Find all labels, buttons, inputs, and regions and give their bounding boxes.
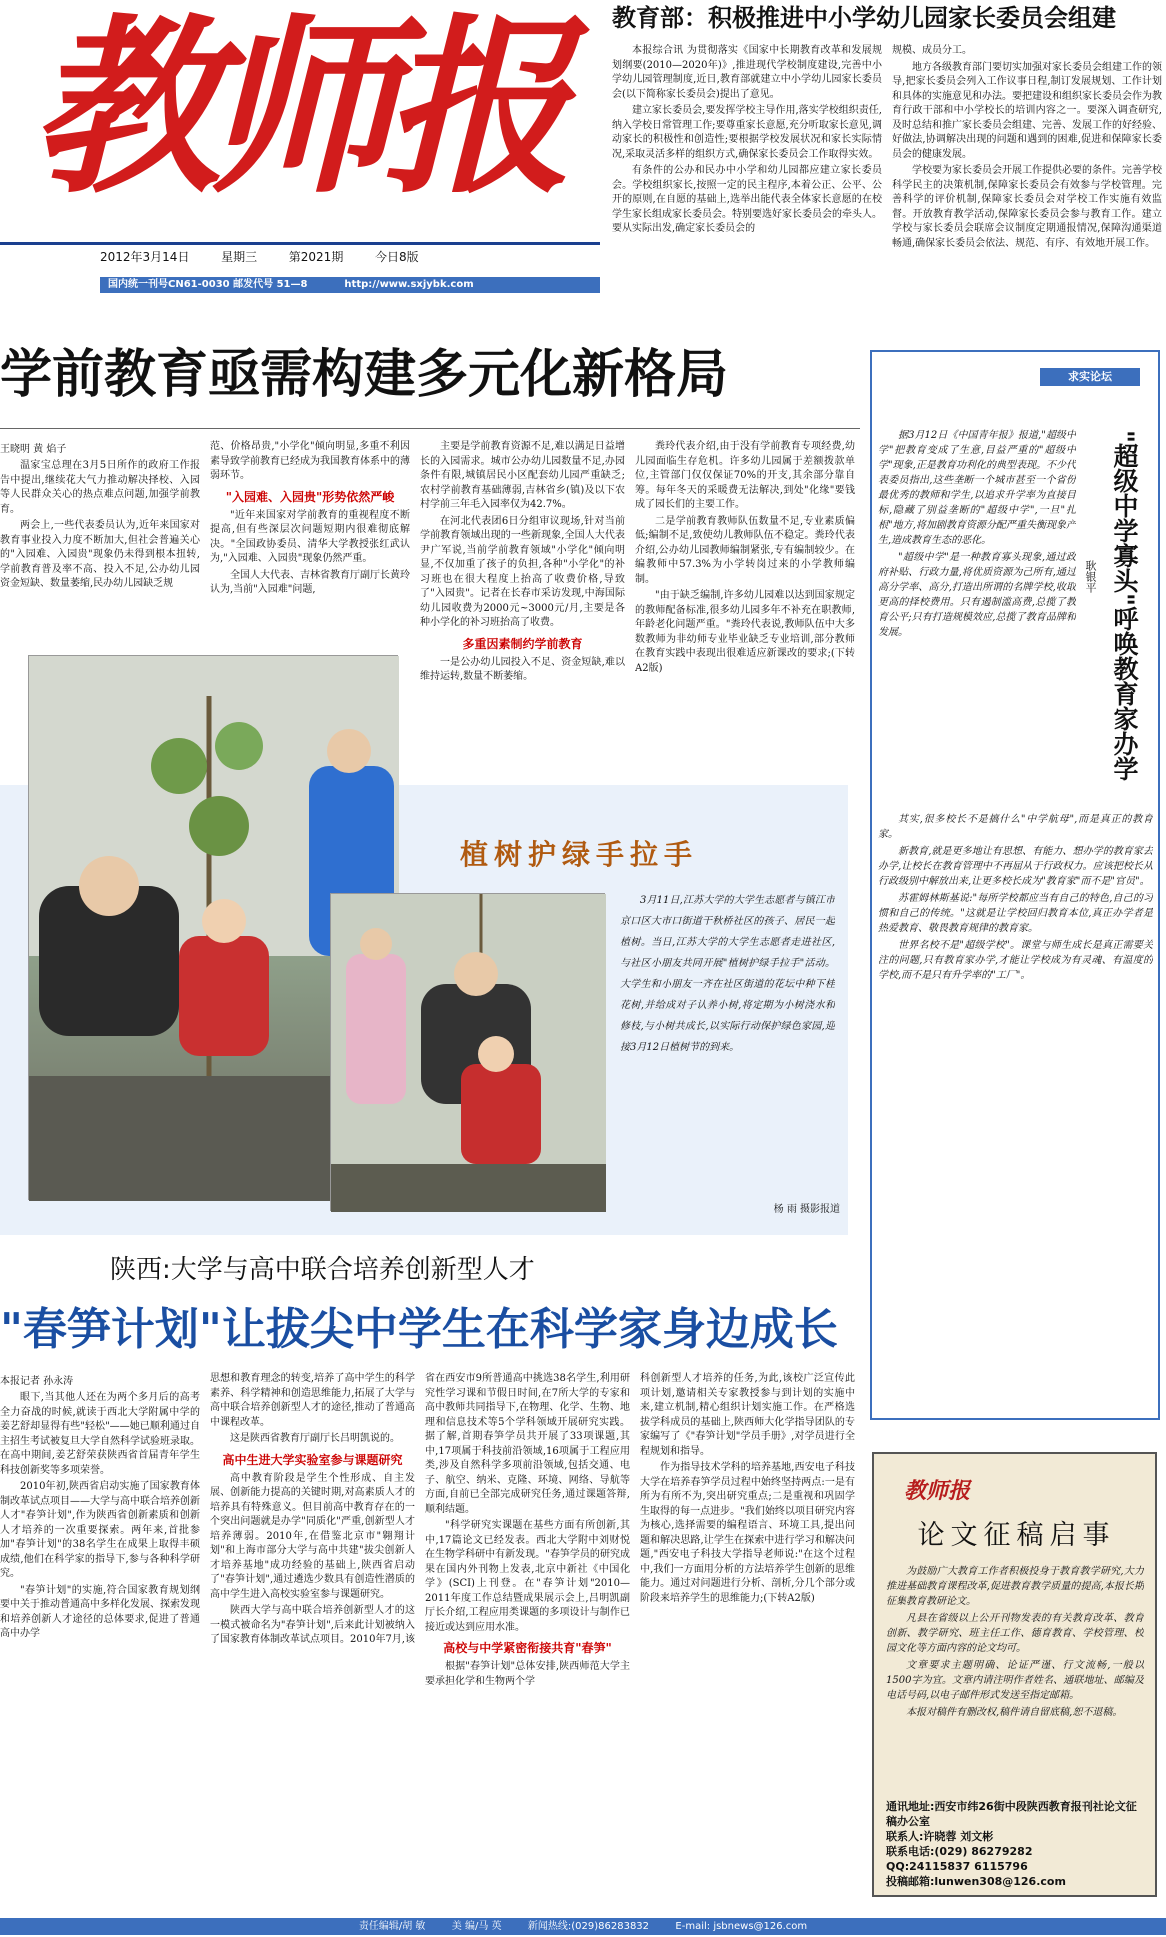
- ad-logo: 教师报: [904, 1478, 971, 1504]
- paragraph: 为鼓励广大教育工作者积极投身于教育教学研究,大力推进基础教育课程改革,促进教育教学质量的提高,本报长期征集教育教研论文。: [886, 1566, 1144, 1607]
- footer-editor: 责任编辑/胡 敏: [358, 1921, 426, 1932]
- paragraph: 眼下,当其他人还在为两个多月后的高考全力奋战的时候,就读于西北大学附属中学的姜艺舒却显得有些"轻松"——她已顺利通过自主招生考试被复旦大学自然科学试验班录取。在高中期间,姜艺舒荣获陕西省首届青年学生科技创新奖等多项荣誉。: [0, 1392, 200, 1476]
- commentary-section-label: 求实论坛: [1040, 368, 1140, 386]
- paragraph: 本报对稿件有删改权,稿件请自留底稿,恕不退稿。: [906, 1707, 1123, 1718]
- paragraph: 凡县在省级以上公开刊物发表的有关教育改革、教育创新、教学研究、班主任工作、德育教育、学校管理、校园文化等方面内容的论文均可。: [886, 1613, 1144, 1654]
- ad-phone: 联系电话:(029) 86279282: [886, 1845, 1033, 1858]
- paper-call-ad: [872, 1452, 1157, 1897]
- top-story-headline: 教育部：积极推进中小学幼儿园家长委员会组建: [612, 4, 1116, 32]
- preschool-col4: [635, 440, 855, 750]
- paragraph: "由于缺乏编制,许多幼儿园难以达到国家规定的教师配备标准,很多幼儿园多年不补充在职教师,年龄老化问题严重。"粪玲代表说,教师队伍中大多数教师为非幼师专业毕业缺乏专业培训,部分教师在教育实践中表现出很难适应新课改的要求;(下转A2版): [635, 590, 855, 674]
- byline: 王晓明 黄 焰子: [0, 444, 67, 455]
- masthead-bar: [100, 277, 600, 293]
- paragraph: 陕西大学与高中联合培养创新型人才的这一模式被命名为"春笋计划",后来此计划被纳入了国家教育体制改革试点项目。2010年7月,该: [210, 1605, 415, 1645]
- byline: 本报记者 孙永涛: [0, 1376, 74, 1387]
- masthead-logo: 教师报: [30, 0, 559, 219]
- subheading: 高中生进大学实验室参与课题研究: [222, 1452, 403, 1467]
- spring-bamboo-headline: "春笋计划"让拔尖中学生在科学家身边成长: [0, 1304, 838, 1355]
- spring-col3: [425, 1372, 630, 1917]
- paragraph: "近年来国家对学前教育的重视程度不断提高,但有些深层次问题短期内很难彻底解决。"全国政协委员、清华大学教授张红武认为,"入园难、入园贵"现象仍然严重。: [210, 509, 410, 564]
- paragraph: 根据"春笋计划"总体安排,陕西师范大学主要承担化学和生物两个学: [425, 1661, 630, 1687]
- ad-address: 通讯地址:西安市纬26街中段陕西教育报刊社论文征稿办公室: [886, 1800, 1137, 1828]
- paragraph: "超级中学"是一种教育寡头现象,通过政府补贴、行政力量,将优质资源为己所有,通过高分学率、高分,打造出所谓的名牌学校,收取更高的择校费用。只有遏制滥高费,总揽了教育公平;只有打造规模效应,总揽了教育品牌和发展。: [878, 552, 1076, 638]
- commentary-col-top: [878, 428, 1076, 808]
- paragraph: 省在西安市9所普通高中挑选38名学生,利用研究性学习课和节假日时间,在7所大学的专家和高中教师共同指导下,在物理、化学、生物、地理和信息技术等5个学科领域开展研究实践。据了解,首期春笋学员共开展了33项课题,其中,17项属于科技前沿领域,16项属于工程应用类,涉及自然科学多项前沿领域,包括交通、电子、航空、纳米、克隆、环境、网络、导航等方面,自前已全部完成研究任务,通过课题答辩,顺利结题。: [425, 1373, 630, 1515]
- ad-email[interactable]: 投稿邮箱:lunwen308@126.com: [886, 1875, 1066, 1888]
- paragraph: 2010年初,陕西省启动实施了国家教育体制改革试点项目——大学与高中联合培养创新人才"春笋计划",作为陕西省创新素质和创新人才培养的一次重要探索。两年来,首批参加"春笋计划"的38名学生在成果上取得丰硕成绩,他们在科学家的指导下,参与各种科学研究。: [0, 1481, 200, 1579]
- paragraph: 温家宝总理在3月5日所作的政府工作报告中提出,继续花大气力推动解决择校、入园等人民群众关心的热点难点问题,加强学前教育。: [0, 460, 200, 515]
- paragraph: 新教育,就是更多地让有思想、有能力、想办学的教育家去办学,让校长在教育管理中不再屈从于行政权力。应该把校长从行政级别中解放出来,让更多校长成为"教育家"而不是"官员"。: [878, 846, 1153, 887]
- paragraph: "科学研究实课题在基些方面有所创新,其中,17篇论文已经发表。西北大学附中刘财悦在生物学科研中有新发现。"春笋学员的研究成果在国内外刊物上发表,北京中新社《中国化学》(SCI)上刊登。在"春笋计划"2010—2011年度工作总结暨成果展示会上,吕明凯副厅长介绍,工程应用类课题的多项设计与制作已接近或达到应用水准。: [425, 1520, 630, 1633]
- top-story-col2: [892, 44, 1162, 298]
- paragraph: 苏霍姆林斯基说:"每所学校都应当有自己的特色,自己的习惯和自己的传统。"这就是让学校回归教育本位,真正办学者是热爱教育、敬畏教育规律的教育家。: [878, 893, 1153, 934]
- preschool-rule: [0, 428, 860, 429]
- preschool-headline: 学前教育亟需构建多元化新格局: [0, 345, 729, 405]
- website-url[interactable]: http://www.sxjybk.com: [344, 279, 474, 290]
- spring-col2: [210, 1372, 415, 1917]
- commentary-author: 耿银平: [1084, 560, 1097, 593]
- caption-text: 3月11日,江苏大学的大学生志愿者与镇江市京口区大市口街道干秋桥社区的孩子、居民一起植树。当日,江苏大学的大学生志愿者走进社区,与社区小朋友共同开展"植树护绿手拉手"活动。大学生和小朋友一齐在社区街道的花坛中种下桂花树,并给成对子认养小树,将定期为小树浇水和修枝,与小树共成长,以实际行动保护绿色家园,迎接3月12日植树节的到来。: [620, 895, 835, 1053]
- issue-weekday: 星期三: [221, 250, 258, 264]
- paragraph: 科创新型人才培养的任务,为此,该校广泛宣传此项计划,邀请相关专家教授参与到计划的实施中来,建立机制,精心组织计划实施工作。在严格选拔学科成员的基础上,陕西师大化学指导团队的专家编写了《"春笋计划"学员手册》,对学员进行全程规划和指导。: [640, 1373, 855, 1457]
- commentary-headline: "超级中学寡头"呼唤教育家办学: [1110, 430, 1139, 782]
- paragraph: "春笋计划"的实施,符合国家教育规划纲要中关于推动普通高中多样化发展、探索发现和培养创新人才途径的总体要求,促进了普通高中办学: [0, 1584, 200, 1639]
- paragraph: 高中教育阶段是学生个性形成、自主发展、创新能力提高的关键时期,对高素质人才的培养具有特殊意义。但目前高中教育存在的一个突出问题就是办学"同质化"严重,创新型人才培养薄弱。2010年,在借鉴北京市"翱翔计划"和上海市部分大学与高中共建"拔尖创新人才培养基地"成功经验的基础上,陕西省启动了"春笋计划",通过遴选少数具有创造性潜质的高中学生进入高校实验室参与课题研究。: [210, 1472, 415, 1600]
- footer-email[interactable]: E-mail: jsbnews@126.com: [675, 1921, 808, 1932]
- spring-col4: [640, 1372, 855, 1917]
- preschool-col1: [0, 440, 200, 640]
- paragraph: 有条件的公办和民办中小学和幼儿园都应建立家长委员会。学校组织家长,按照一定的民主程序,本着公正、公平、公开的原则,在自愿的基础上,选举出能代表全体家长意愿的在校学生家长组成家长委员会。特别要选好家长委员会的牵头人。要从实际出发,确定家长委员会的: [612, 165, 882, 234]
- paragraph: 地方各级教育部门要切实加强对家长委员会组建工作的领导,把家长委员会列入工作议事日程,制订发展规划、工作计划和具体的实施意见和办法。要把建设和组织家长委员会作为教育行政干部和中小学校长的培训内容之一。要深入调查研究,及时总结和推广家长委员会组建、完善、发展工作的好经验、好做法,协调解决出现的问题和遇到的困难,促进和保障家长委员会的健康发展。: [892, 61, 1162, 160]
- paragraph: 建立家长委员会,要发挥学校主导作用,落实学校组织责任,纳入学校日常管理工作;要尊重家长意愿,充分听取家长意见,调动家长的积极性和创造性;要根据学校发展状况和家长实际情况,采取灵活多样的组织方式,确保家长委员会工作取得实效。: [612, 105, 882, 160]
- preschool-col2: [210, 440, 410, 640]
- photo-credit: 杨 雨 摄影报道: [773, 1204, 840, 1215]
- footer-design: 美 编/马 英: [451, 1921, 502, 1932]
- paragraph: 全国人大代表、吉林省教育厅副厅长黄玲认为,当前"入园难"问题,: [210, 569, 410, 595]
- photo-story-caption: [620, 890, 835, 1190]
- photo-illustration: [331, 894, 606, 1212]
- paragraph: 作为指导技术学科的培养基地,西安电子科技大学在培养春笋学员过程中始终坚持两点:一是有所为有所不为,突出研究重点;二是重视和巩固学生取得的每一点进步。"我们始终以项目研究内容为核心,选择需要的编程语言、环境工具,提出问题和解决思路,让学生在探索中进行学习和解决问题,"西安电子科技大学指导老师说:"在这个过程中,我们一方面用分析的方法培养学生创新的思维能力。通过对问题进行分析、剖析,分几个部分或阶段来培养学生的思维能力;(下转A2版): [640, 1462, 855, 1604]
- paragraph: 本报综合讯 为贯彻落实《国家中长期教育改革和发展规划纲要(2010—2020年)》,推进现代学校制度建设,完善中小学幼儿园管理制度,近日,教育部就建立中小学幼儿园家长委员会(以下简称家长委员会)提出了意见。: [612, 45, 882, 100]
- paragraph: 在河北代表团6日分组审议现场,针对当前学前教育领域出现的一些新现象,全国人大代表尹广军说,当前学前教育领域"小学化"倾向明显,不仅加重了孩子的负担,各种"小学化"的补习班也在很大程度上抬高了收费价格,导致了"入园贵"。记者在长春市采访发现,中海国际幼儿园收费为2000元~3000元/月,主要是各种小学化的补习班抬高了收费。: [420, 515, 625, 628]
- footer-bar: [0, 1918, 1166, 1935]
- photo-story-title: 植树护绿手拉手: [460, 838, 699, 871]
- paragraph: 二是学前教育教师队伍数量不足,专业素质偏低;编制不足,致使幼儿教师队伍不稳定。粪玲代表介绍,公办幼儿园教师编制紧张,专有编制较少。在编教师中57.3%为小学转岗过来的小学教师编制。: [635, 515, 855, 585]
- paragraph: 粪玲代表介绍,由于没有学前教育专项经费,幼儿园面临生存危机。许多幼儿园属于差额拨款单位,主管部门仅仅保证70%的开支,其余部分靠自筹。每年冬天的采暖费无法解决,到处"化缘"要钱成了园长们的主要工作。: [635, 441, 855, 510]
- masthead-rule: [0, 242, 600, 245]
- subheading: 多重因素制约学前教育: [462, 636, 583, 651]
- issue-pages: 今日8版: [374, 250, 419, 264]
- paragraph: 思想和教育理念的转变,培养了高中学生的科学素养、科学精神和创造思维能力,拓展了大学与高中联合培养创新型人才的途径,推动了普通高中课程改革。: [210, 1373, 415, 1428]
- masthead: [0, 0, 600, 300]
- paragraph: 两会上,一些代表委员认为,近年来国家对教育事业投入力度不断加大,但社会普遍关心的"入园难、入园贵"现象仍未得到根本扭转,学前教育普及率不高、投入不足,公办幼儿园资金短缺、数量萎缩,民办幼儿园缺乏规: [0, 520, 200, 589]
- subheading: 高校与中学紧密衔接共育"春笋": [443, 1641, 612, 1655]
- ad-body: [886, 1564, 1144, 1794]
- spring-col1: [0, 1372, 200, 1917]
- paragraph: 世界名校不是"超级学校"。课堂与师生成长是真正需要关注的问题,只有教育家办学,才能让学校成为有灵魂、有温度的学校,而不是只有升学率的"工厂"。: [878, 940, 1153, 981]
- paragraph: 文章要求主题明确、论证严谨、行文流畅,一般以1500字为宜。文章内请注明作者姓名、通联地址、邮编及电话号码,以电子邮件形式发送至指定邮箱。: [886, 1660, 1144, 1701]
- paragraph: 据3月12日《中国青年报》报道,"超级中学"把教育变成了生意,目益严重的"超级中学"现象,正是教育功利化的典型表现。不少代表委员指出,这些垄断一个城市甚至一个省份最优秀的教师和学生,以追求升学率为直接目标,隐藏了别益垄断的"超级中学",一旦"扎根"地方,将加剧教育资源分配严重失衡现象产生,造成教育生态的恶化。: [878, 430, 1076, 546]
- ad-contact-block: [886, 1799, 1146, 1894]
- commentary-col-bottom: [878, 812, 1153, 1412]
- ad-contact: 联系人:许晓蓉 刘文彬: [886, 1830, 994, 1843]
- ad-qq: QQ:24115837 6115796: [886, 1860, 1028, 1873]
- issue-date: 2012年3月14日: [100, 250, 190, 264]
- paragraph: 这是陕西省教育厅副厅长吕明凯说的。: [230, 1433, 400, 1444]
- footer-hotline: 新闻热线:(029)86283832: [527, 1921, 650, 1932]
- top-story: [612, 0, 1166, 300]
- paragraph: 一是公办幼儿园投入不足、资金短缺,难以维持运转,数量不断萎缩。: [420, 656, 625, 682]
- preschool-col3: [420, 440, 625, 740]
- paragraph: 范、价格昂贵,"小学化"倾向明显,多重不利因素导致学前教育已经成为我国教育体系中的薄弱环节。: [210, 441, 410, 481]
- issue-number: 第2021期: [288, 250, 344, 264]
- tree-planting-photo-2: [330, 893, 605, 1211]
- top-story-col1: [612, 44, 882, 298]
- paragraph: 主要是学前教育资源不足,难以满足日益增长的入园需求。城市公办幼儿园数量不足,办园条件有限,城镇居民小区配套幼儿园严重缺乏;农村学前教育基础薄弱,吉林省乡(镇)及以下农村学前三年毛入园率仅为42.7%。: [420, 441, 625, 510]
- spring-bamboo-subhead: 陕西:大学与高中联合培养创新型人才: [110, 1255, 535, 1285]
- ad-title: 论文征稿启事: [917, 1520, 1116, 1551]
- subheading: "入园难、入园贵"形势依然严峻: [225, 489, 395, 504]
- paragraph: 学校要为家长委员会开展工作提供必要的条件。完善学校科学民主的决策机制,保障家长委员会有效参与学校管理。完善科学的评价机制,保障家长委员会对学校工作实施有效监督。开放教育教学活动,保障家长委员会参与教育工作。建立学校与家长委员会联席会议制度定期通报情况,保障沟通渠道畅通,确保家长委员会依法、规范、有序、有效地开展工作。: [892, 165, 1162, 249]
- paragraph: 规模、成员分工。: [892, 45, 972, 56]
- masthead-info: [100, 249, 600, 265]
- paragraph: 其实,很多校长不是搞什么"中学航母",而是真正的教育家。: [878, 814, 1153, 840]
- registration-code: 国内统一刊号CN61-0030 邮发代号 51—8: [108, 279, 308, 290]
